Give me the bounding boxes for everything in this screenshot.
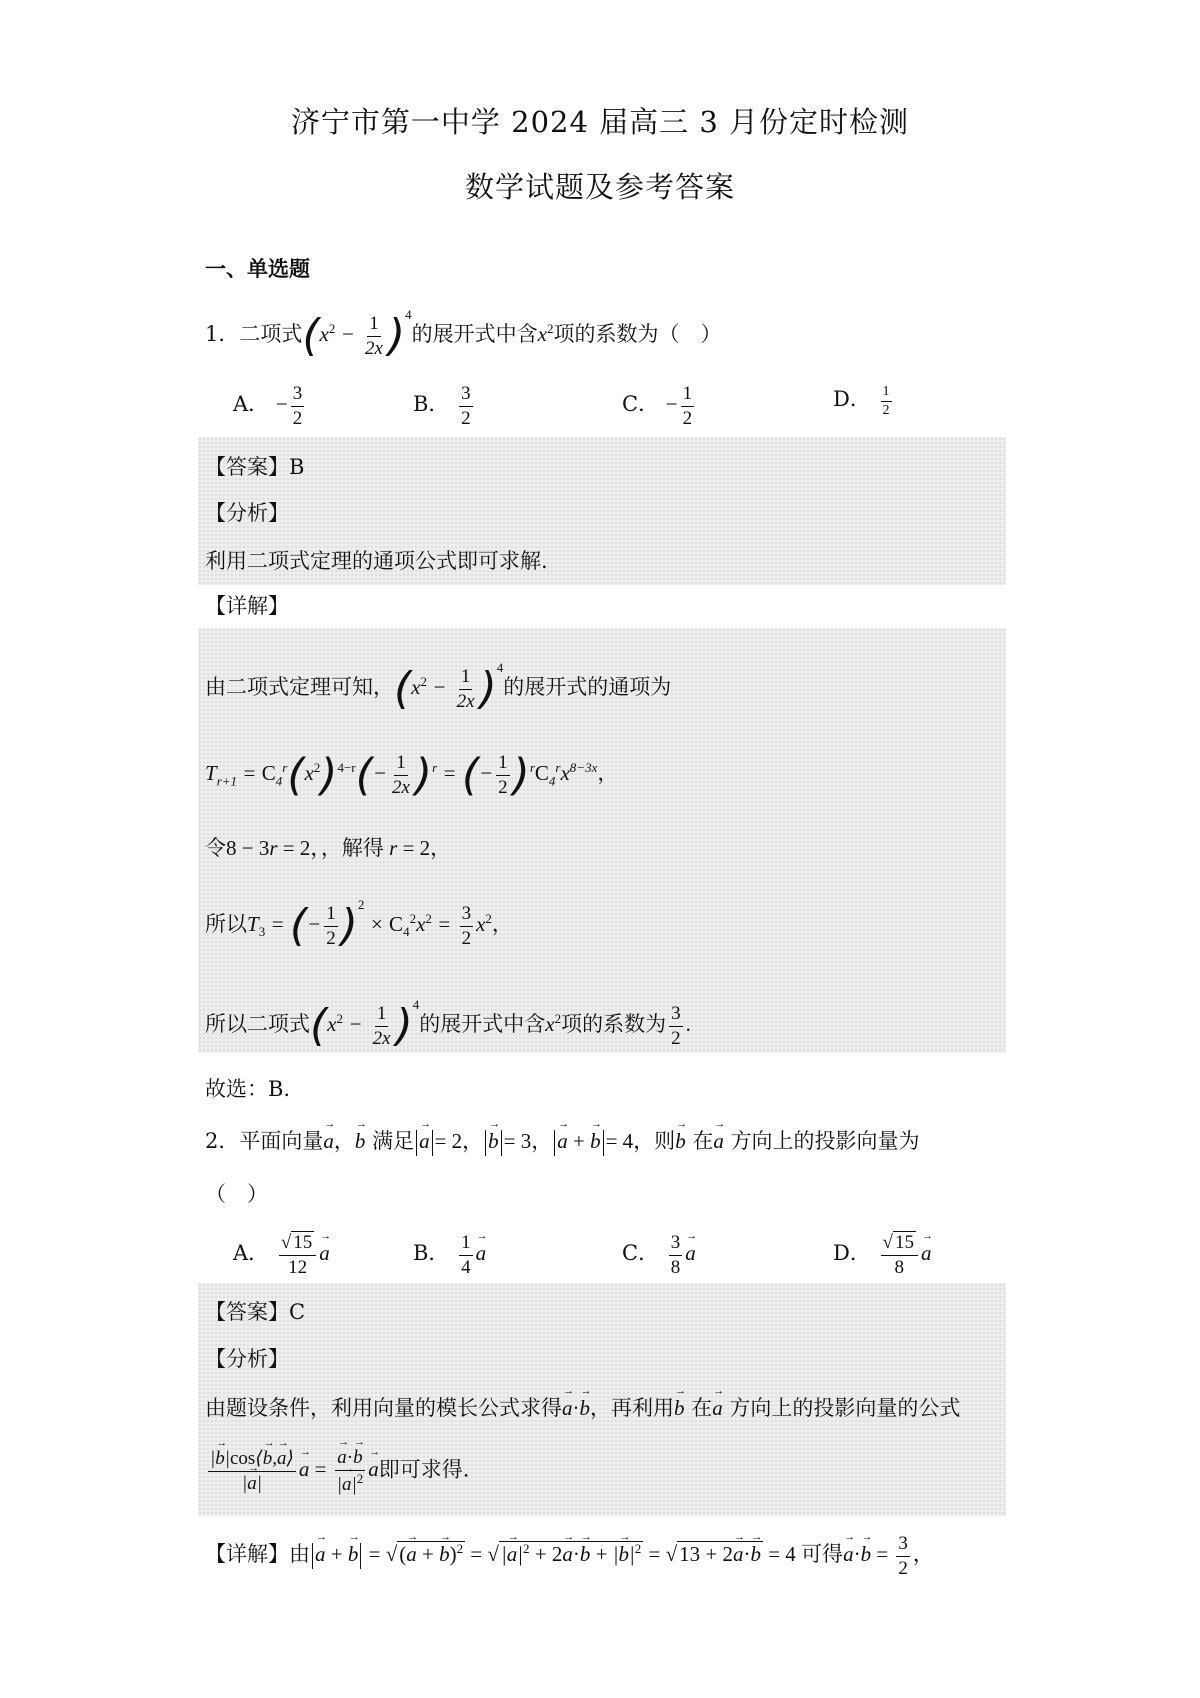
option-d: D． $\frac{1}{2}$ xyxy=(833,383,890,418)
question-2: 2．平面向量→ a，→ b 满足→ a = 2，→ b = 3，→ a + → b = 4，则→ b 在→ a 方向上的投影向量为 xyxy=(205,1125,920,1156)
answer-label: 【答案】C xyxy=(205,1300,306,1324)
section-heading: 一、单选题 xyxy=(205,256,310,281)
question-text: 项的系数为（ ） xyxy=(553,322,722,346)
detail-line: 由二项式定理可知，($x^2$ − $\frac{1}{2x}$ )$^4$的展开式的通项为 xyxy=(205,660,672,715)
detail-line: 所以二项式($x^2$ − $\frac{1}{2x}$ )$^4$的展开式中含$x^2$项的系数为 $\frac{3}{2}$ . xyxy=(205,997,691,1052)
detail-line: 令8 − 3r = 2，，解得 r = 2， xyxy=(205,836,452,860)
answer-label: 【答案】B xyxy=(205,455,305,479)
question-number: 1． xyxy=(205,322,240,346)
option-c: C． $\frac{3}{8}$ → a xyxy=(622,1232,696,1279)
question-1: 1．二项式($x^2$ − $\frac{1}{2x}$ )$^4$的展开式中含$x^2$项的系数为（ ） xyxy=(205,307,722,362)
detail-line: 【详解】由→ a + → b = √(→ a + → b)$^2$ = √|→ $a|^2 + 2\to a\cdot\to b$ + |→ $b|^2 = √13 + 2\to a\cdot\to b = 4$ 可得→ a·→ b = $\frac{3}{2}$ ， xyxy=(205,1533,934,1580)
analysis-text: 由题设条件，利用向量的模长公式求得→ a·→ b，再利用→ b 在→ a 方向上的投影向量的公式 xyxy=(205,1392,960,1422)
projection-formula: $\frac{|\to b|\cos⟨\to b,\to a⟩}{|\to a|}$ → a = → $\frac{a\cdot\to b}{|\to a|^2}$ → a即可求得. xyxy=(205,1447,469,1496)
analysis-label: 【分析】 xyxy=(205,501,289,525)
option-d: D． $\frac{√ 15}{8}$ → a xyxy=(833,1232,931,1279)
option-a: A． − $\frac{3}{2}$ xyxy=(233,383,303,429)
document-subtitle: 数学试题及参考答案 xyxy=(464,170,735,204)
general-term-formula: $T_{r+1} = C_4^r(x^2)^{4-r}(-$ $\frac{1}{2x}$ )$^r$ = (− $\frac{1}{2}$ )$^rC_4^rx^{8-3x}$， xyxy=(205,749,619,801)
option-c: C． − $\frac{1}{2}$ xyxy=(622,383,693,429)
option-a: A． $\frac{√ 15}{12}$ → a xyxy=(233,1232,330,1279)
detail-label: 【详解】 xyxy=(205,594,289,618)
option-b: B． $\frac{1}{4}$ → a xyxy=(413,1232,486,1279)
question-text: 的展开式中含 xyxy=(411,322,538,346)
analysis-label: 【分析】 xyxy=(205,1347,289,1371)
analysis-text: 利用二项式定理的通项公式即可求解. xyxy=(205,549,548,573)
question-text: 二项式 xyxy=(239,322,303,346)
detail-line: 所以$T_3$ = (− $\frac{1}{2}$ )$^2 \times C_4^2x^2$ = $\frac{3}{2}$ $x^2$， xyxy=(205,897,513,952)
document-title: 济宁市第一中学 2024 届高三 3 月份定时检测 xyxy=(290,105,910,139)
choice-line: 故选：B. xyxy=(205,1077,291,1101)
question-paren: （ ） xyxy=(205,1182,268,1206)
binomial-expression: ($x^2$ − $\frac{1}{2x}$ )$^4$ xyxy=(302,307,412,362)
option-b: B． $\frac{3}{2}$ xyxy=(413,383,471,429)
